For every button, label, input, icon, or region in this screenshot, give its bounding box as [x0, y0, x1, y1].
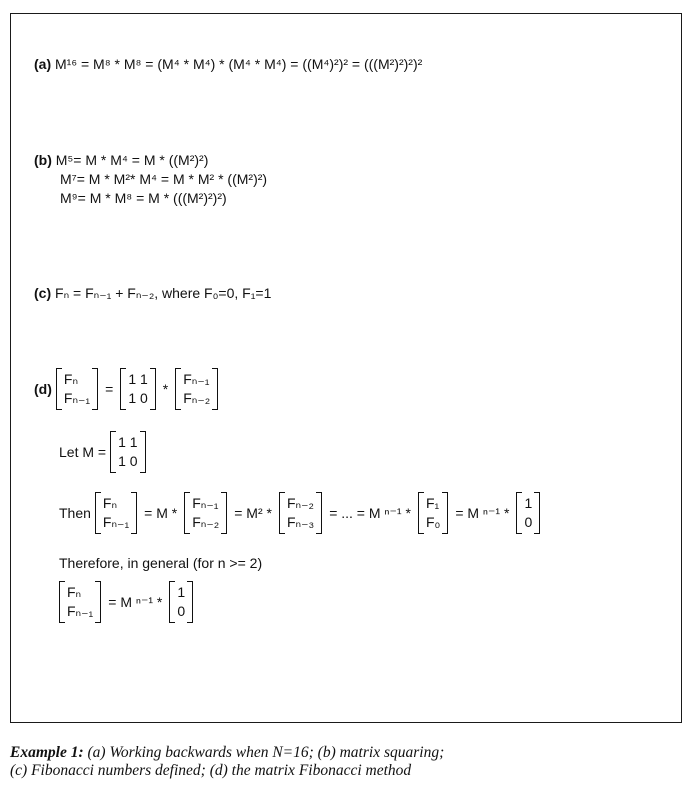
therefore-line [59, 555, 262, 572]
let-m-definition [59, 431, 150, 473]
part-d-label: (d) [34, 381, 52, 397]
matrix-cell: Fₙ₋₁ [192, 495, 219, 511]
equals-sign: = [105, 381, 114, 397]
therefore-text: Therefore, in general (for n >= 2) [59, 555, 263, 571]
let-m-text: Let M = [59, 444, 107, 460]
times-sign: * [162, 381, 169, 397]
part-c-label: (c) [34, 285, 52, 301]
matrix-row: 1 0 [118, 453, 138, 469]
caption-text-2: (c) Fibonacci numbers defined; (d) the matrix Fibonacci method [10, 762, 412, 779]
fn-minus-vector [175, 368, 218, 410]
matrix-cell: Fₙ [102, 495, 118, 511]
operator-text: = M ⁿ⁻¹ * [455, 504, 510, 521]
base-vector [169, 581, 193, 623]
part-b-equation-2: M⁷= M * M²* M⁴ = M * M² * ((M²)²) [60, 171, 268, 187]
then-chain [59, 492, 544, 534]
matrix-cell: 0 [524, 514, 533, 530]
vector-2 [184, 492, 227, 534]
vector-1 [95, 492, 137, 534]
matrix-row: 1 1 [118, 434, 138, 450]
figure-frame [10, 13, 682, 723]
matrix-m [110, 431, 145, 473]
matrix-cell: Fₙ₋₂ [286, 495, 314, 511]
operator-text: = M ⁿ⁻¹ * [108, 593, 163, 610]
matrix-cell: Fₙ₋₁ [102, 514, 130, 530]
part-a-label: (a) [34, 56, 52, 72]
matrix-cell: Fₙ₋₁ [183, 371, 210, 387]
part-b-line-2 [60, 171, 267, 188]
matrix-cell: F₀ [425, 514, 441, 530]
matrix-row: 1 0 [128, 390, 148, 406]
matrix-cell: Fₙ₋₁ [63, 390, 91, 406]
operator-text: = M * [144, 505, 178, 521]
vector-4 [418, 492, 448, 534]
part-a [34, 56, 422, 73]
part-b-line-1 [34, 152, 208, 169]
fn-vector [56, 368, 98, 410]
figure-caption [10, 744, 682, 780]
part-b-equation-1: M⁵= M * M⁴ = M * ((M²)²) [55, 152, 209, 168]
matrix-cell: Fₙ₋₁ [67, 603, 94, 619]
matrix-cell: Fₙ₋₂ [192, 514, 220, 530]
matrix-cell: Fₙ [67, 584, 82, 600]
matrix-cell: 0 [177, 603, 186, 619]
operator-text: = ... = M ⁿ⁻¹ * [329, 504, 411, 521]
part-b-label: (b) [34, 152, 52, 168]
part-d-equation-1 [34, 368, 222, 410]
operator-text: = M² * [234, 505, 272, 521]
matrix-cell: F₁ [425, 495, 440, 511]
part-c-equation: Fₙ = Fₙ₋₁ + Fₙ₋₂, where F₀=0, F₁=1 [55, 285, 272, 301]
vector-5 [516, 492, 540, 534]
part-b-equation-3: M⁹= M * M⁸ = M * (((M²)²)²) [60, 190, 227, 206]
matrix-m [120, 368, 155, 410]
matrix-row: 1 1 [128, 371, 148, 387]
matrix-cell: Fₙ₋₂ [183, 390, 211, 406]
caption-text-1: (a) Working backwards when N=16; (b) matrix squaring; [83, 744, 445, 761]
fn-vector [59, 581, 101, 623]
then-text: Then [59, 505, 91, 521]
matrix-cell: 1 [524, 495, 533, 511]
caption-line-1 [10, 744, 682, 762]
part-c [34, 285, 271, 302]
matrix-cell: Fₙ₋₃ [286, 514, 315, 530]
caption-title: Example 1: [10, 744, 84, 761]
part-b-line-3 [60, 190, 227, 207]
matrix-cell: 1 [177, 584, 186, 600]
part-a-equation: M¹⁶ = M⁸ * M⁸ = (M⁴ * M⁴) * (M⁴ * M⁴) = ((M⁴)²)² = (((M²)²)²)² [55, 56, 423, 72]
vector-3 [279, 492, 322, 534]
general-equation [55, 581, 197, 623]
matrix-cell: Fₙ [63, 371, 79, 387]
